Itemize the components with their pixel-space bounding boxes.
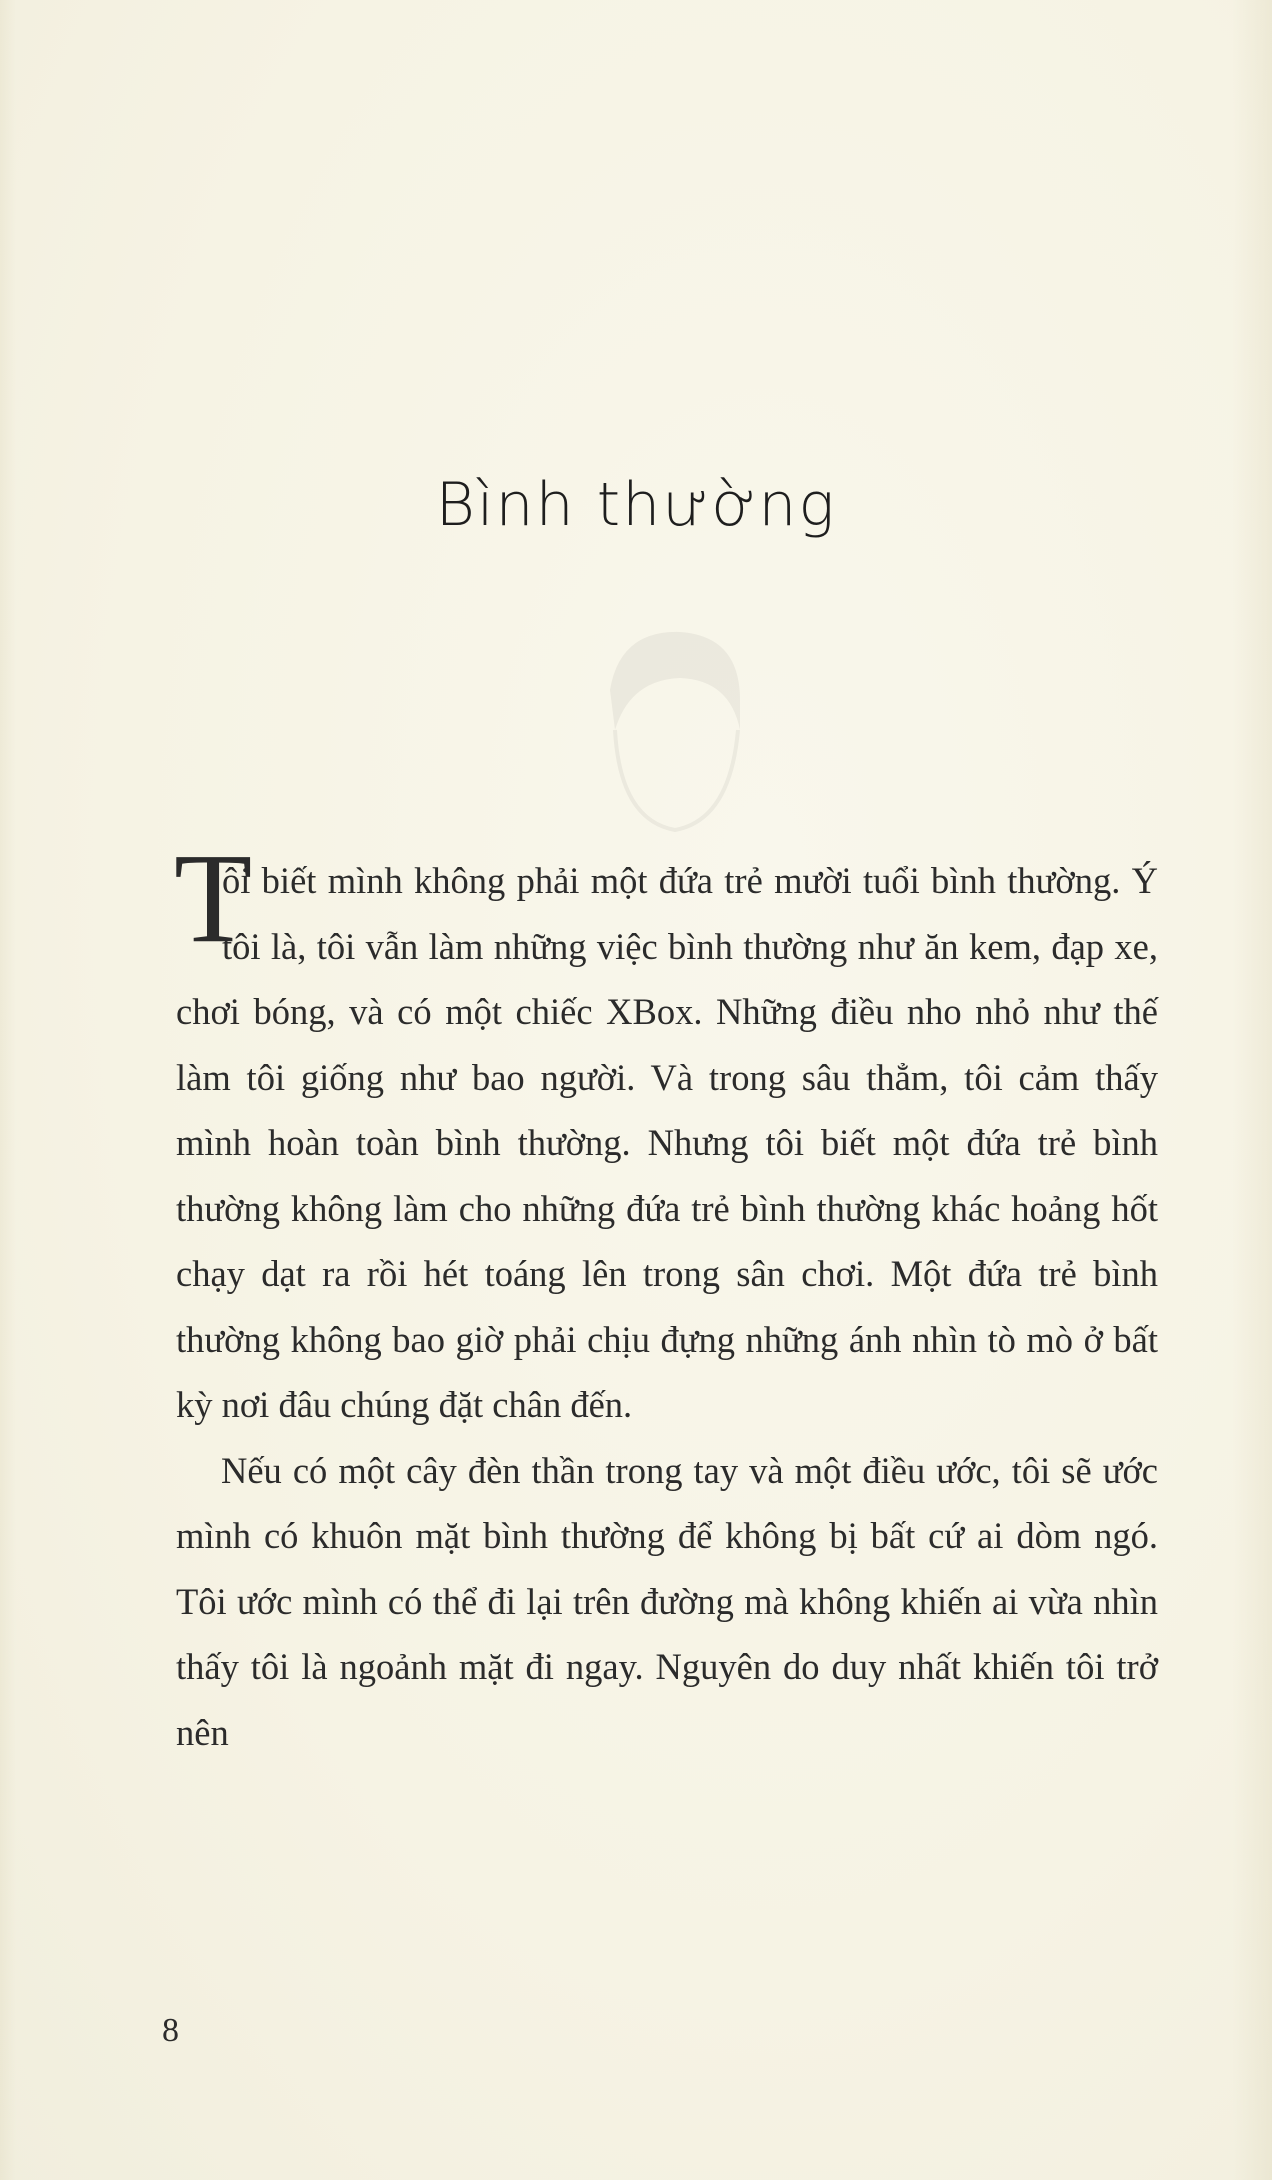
page-edge-shadow-left: [0, 0, 16, 2180]
body-text: [174, 827, 1158, 1765]
paragraph-2: Nếu có một cây đèn thần trong tay và một điều ước, tôi sẽ ước mình có khuôn mặt bình thường để không bị bất cứ ai dòm ngó. Tôi ước mình có thể đi lại trên đường mà không khiến ai vừa nhìn thấy tôi là ngoảnh mặt đi ngay. Nguyên do duy nhất khiến tôi trở nên: [176, 1449, 1158, 1753]
bleed-through-illustration: [590, 620, 750, 860]
paragraph-1: [174, 827, 1158, 1438]
page-number: 8: [162, 2012, 179, 2049]
drop-cap: T: [174, 827, 253, 969]
paragraph-1-text: ôi biết mình không phải một đứa trẻ mười tuổi bình thường. Ý tôi là, tôi vẫn làm những việc bình thường như ăn kem, đạp xe, chơi bóng, và có một chiếc XBox. Những điều nho nhỏ như thế làm tôi giống như bao người. Và trong sâu thẳm, tôi cảm thấy mình hoàn toàn bình thường. Nhưng tôi biết một đứa trẻ bình thường không làm cho những đứa trẻ bình thường khác hoảng hốt chạy dạt ra rồi hét toáng lên trong sân chơi. Một đứa trẻ bình thường không bao giờ phải chịu đựng những ánh nhìn tò mò ở bất kỳ nơi đâu chúng đặt chân đến.: [176, 860, 1158, 1425]
chapter-title: Bình thường: [435, 470, 837, 540]
page-edge-shadow: [1232, 0, 1272, 2180]
drop-cap-container: [174, 827, 253, 972]
